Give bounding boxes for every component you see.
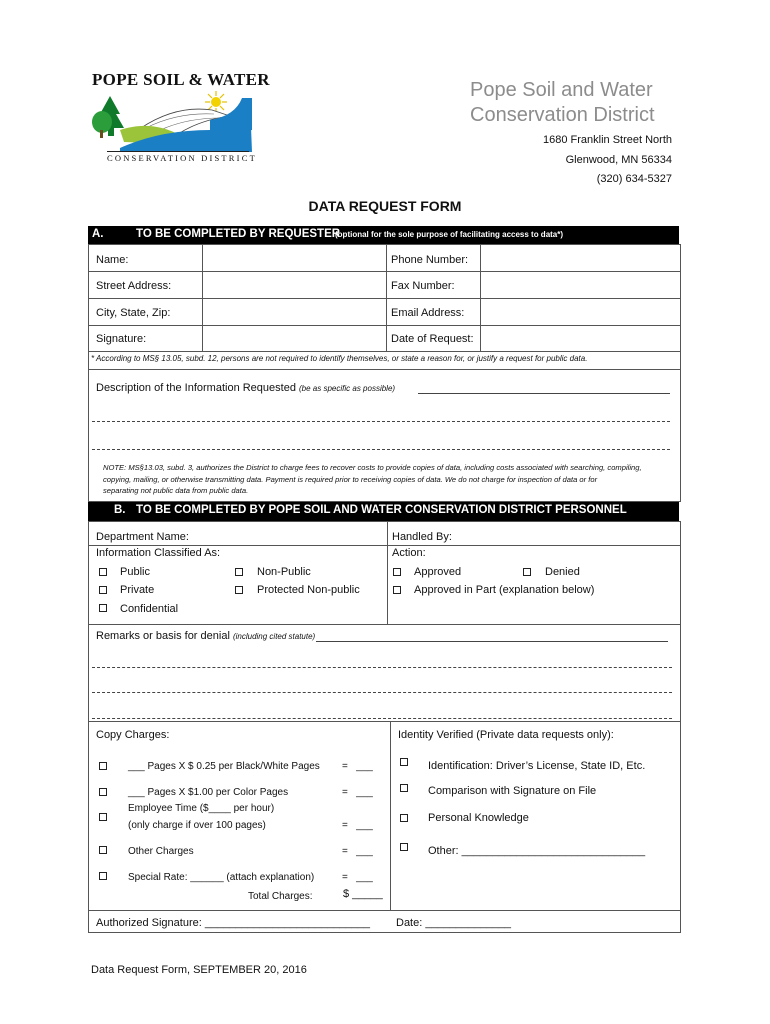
color-pages-label: ___ Pages X $1.00 per Color Pages bbox=[128, 787, 289, 798]
approved-in-part-label: Approved in Part (explanation below) bbox=[414, 584, 595, 596]
phone-field[interactable] bbox=[482, 246, 678, 270]
other-identity-label: Other: ______________________________ bbox=[428, 845, 646, 857]
total-charges-value[interactable]: $ _____ bbox=[343, 888, 383, 900]
copy-charges-label: Copy Charges: bbox=[96, 729, 170, 741]
privacy-footnote: * According to MS§ 13.05, subd. 12, persons are not required to identify themselves, or state a reason for, or justify a request for public data. bbox=[91, 354, 588, 363]
fee-note-line2: copying, mailing, or otherwise transmitting data. Payment is required prior to receiving copies of data. We do not charge for inspection of data or for bbox=[103, 474, 598, 484]
city-field[interactable] bbox=[203, 299, 385, 323]
signature-label: Signature: bbox=[96, 333, 147, 345]
other-identity-checkbox[interactable] bbox=[400, 843, 408, 851]
approved-checkbox[interactable] bbox=[393, 568, 401, 576]
department-label: Department Name: bbox=[96, 531, 189, 543]
description-line-1[interactable] bbox=[418, 393, 670, 394]
employee-time-label: Employee Time ($____ per hour) bbox=[128, 803, 275, 814]
protected-non-public-label: Protected Non-public bbox=[257, 584, 360, 596]
org-name-line1: Pope Soil and Water bbox=[470, 79, 653, 101]
city-label: City, State, Zip: bbox=[96, 307, 171, 319]
description-line-2[interactable] bbox=[92, 421, 670, 422]
public-checkbox[interactable] bbox=[99, 568, 107, 576]
color-pages-checkbox[interactable] bbox=[99, 788, 107, 796]
fee-note-line3: separating not public data from public data. bbox=[103, 486, 249, 495]
description-label: Description of the Information Requested bbox=[96, 382, 296, 394]
special-rate-label: Special Rate: ______ (attach explanation) bbox=[128, 872, 315, 883]
confidential-label: Confidential bbox=[120, 603, 179, 615]
org-city: Glenwood, MN 56334 bbox=[565, 153, 672, 166]
public-label: Public bbox=[120, 566, 150, 578]
date-request-label: Date of Request: bbox=[391, 333, 474, 345]
private-label: Private bbox=[120, 584, 155, 596]
remarks-line-4[interactable] bbox=[92, 718, 672, 719]
org-address: 1680 Franklin Street North bbox=[542, 134, 672, 146]
section-a-header bbox=[88, 226, 679, 244]
identity-verified-label: Identity Verified (Private data requests only): bbox=[398, 729, 614, 741]
non-public-checkbox[interactable] bbox=[235, 568, 243, 576]
street-label: Street Address: bbox=[96, 280, 172, 292]
org-phone: (320) 634-5327 bbox=[596, 173, 672, 185]
logo-image bbox=[90, 90, 252, 152]
confidential-checkbox[interactable] bbox=[99, 604, 107, 612]
remarks-line-2[interactable] bbox=[92, 667, 672, 668]
denied-checkbox[interactable] bbox=[523, 568, 531, 576]
date-request-field[interactable] bbox=[482, 326, 678, 350]
denied-label: Denied bbox=[545, 566, 580, 578]
protected-non-public-checkbox[interactable] bbox=[235, 586, 243, 594]
total-charges-label: Total Charges: bbox=[248, 891, 313, 902]
description-hint: (be as specific as possible) bbox=[299, 384, 396, 393]
name-field[interactable] bbox=[203, 246, 385, 270]
section-b-letter: B. bbox=[114, 504, 126, 516]
fee-note-line1: NOTE: MS§13.03, subd. 3, authorizes the District to charge fees to recover costs to provide copies of data, including costs associated with searching, compiling, bbox=[103, 463, 642, 472]
form-title: DATA REQUEST FORM bbox=[308, 198, 462, 214]
employee-time-checkbox[interactable] bbox=[99, 813, 107, 821]
logo-title: POPE SOIL & WATER bbox=[92, 70, 270, 89]
email-field[interactable] bbox=[482, 299, 678, 323]
identification-label: Identification: Driver’s License, State ID, Etc. bbox=[428, 760, 646, 772]
bw-pages-total[interactable]: = ___ bbox=[342, 761, 373, 772]
signature-comparison-label: Comparison with Signature on File bbox=[428, 785, 597, 797]
personal-knowledge-label: Personal Knowledge bbox=[428, 812, 529, 824]
fax-label: Fax Number: bbox=[391, 280, 455, 292]
remarks-line-3[interactable] bbox=[92, 692, 672, 693]
identification-checkbox[interactable] bbox=[400, 758, 408, 766]
private-checkbox[interactable] bbox=[99, 586, 107, 594]
special-rate-total[interactable]: = ___ bbox=[342, 872, 373, 883]
section-a-letter: A. bbox=[92, 228, 104, 240]
signature-comparison-checkbox[interactable] bbox=[400, 784, 408, 792]
section-b-title: TO BE COMPLETED BY POPE SOIL AND WATER CONSERVATION DISTRICT PERSONNEL bbox=[136, 504, 627, 516]
street-field[interactable] bbox=[203, 272, 385, 296]
bw-pages-checkbox[interactable] bbox=[99, 762, 107, 770]
remarks-label: Remarks or basis for denial bbox=[96, 630, 230, 642]
employee-time-total[interactable]: = ___ bbox=[342, 820, 373, 831]
approved-label: Approved bbox=[414, 566, 462, 578]
bw-pages-label: ___ Pages X $ 0.25 per Black/White Pages bbox=[128, 761, 320, 772]
authorized-date[interactable]: Date: ______________ bbox=[396, 917, 511, 929]
color-pages-total[interactable]: = ___ bbox=[342, 787, 373, 798]
footer-text: Data Request Form, SEPTEMBER 20, 2016 bbox=[91, 964, 307, 976]
other-charges-checkbox[interactable] bbox=[99, 846, 107, 854]
name-label: Name: bbox=[96, 254, 129, 266]
org-name-line2: Conservation District bbox=[470, 104, 655, 126]
handled-by-label: Handled By: bbox=[392, 531, 452, 543]
remarks-line-1[interactable] bbox=[316, 641, 668, 642]
phone-label: Phone Number: bbox=[391, 254, 469, 266]
fax-field[interactable] bbox=[482, 272, 678, 296]
authorized-signature[interactable]: Authorized Signature: ___________________________ bbox=[96, 917, 371, 929]
logo-subtitle: CONSERVATION DISTRICT bbox=[107, 153, 257, 163]
signature-field[interactable] bbox=[203, 326, 385, 350]
logo-divider bbox=[107, 151, 249, 152]
description-line-3[interactable] bbox=[92, 449, 670, 450]
other-charges-total[interactable]: = ___ bbox=[342, 846, 373, 857]
action-label: Action: bbox=[392, 547, 426, 559]
section-b-header bbox=[88, 502, 679, 521]
classified-as-label: Information Classified As: bbox=[96, 547, 221, 559]
approved-in-part-checkbox[interactable] bbox=[393, 586, 401, 594]
other-charges-label: Other Charges bbox=[128, 846, 194, 857]
email-label: Email Address: bbox=[391, 307, 465, 319]
section-a-note: (optional for the sole purpose of facilitating access to data*) bbox=[335, 230, 564, 239]
non-public-label: Non-Public bbox=[257, 566, 311, 578]
special-rate-checkbox[interactable] bbox=[99, 872, 107, 880]
employee-time-note: (only charge if over 100 pages) bbox=[128, 820, 266, 831]
remarks-hint: (including cited statute) bbox=[232, 632, 316, 641]
section-a-title: TO BE COMPLETED BY REQUESTER bbox=[136, 228, 341, 240]
personal-knowledge-checkbox[interactable] bbox=[400, 814, 408, 822]
